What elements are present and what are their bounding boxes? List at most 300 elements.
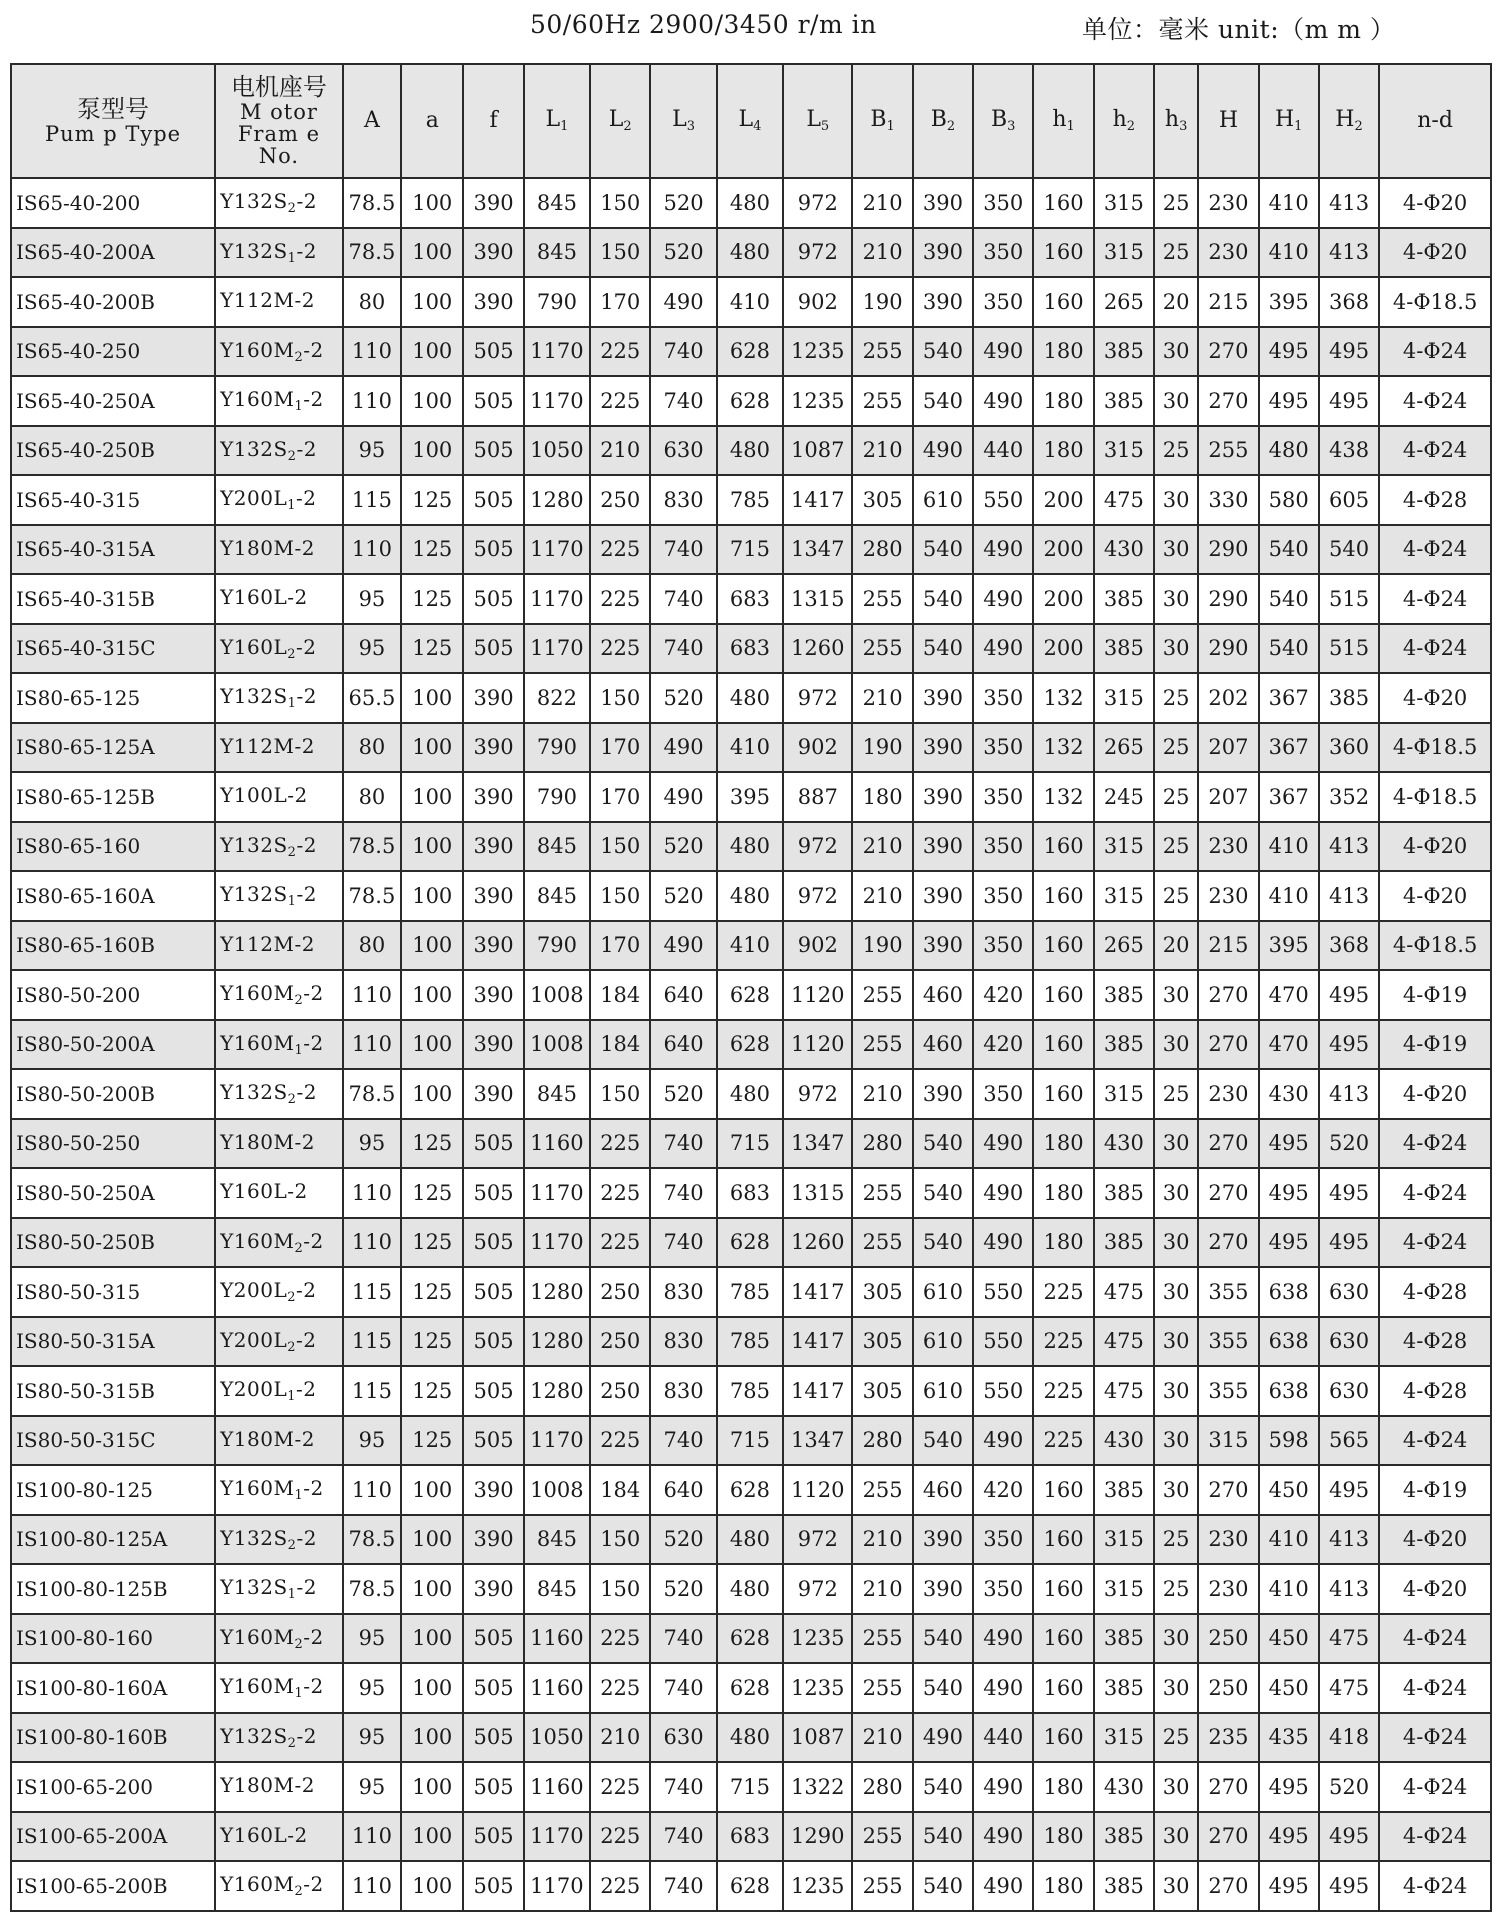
cell-l5: 1322	[783, 1762, 852, 1812]
cell-l3: 640	[650, 970, 716, 1020]
cell-h3: 25	[1154, 822, 1198, 872]
cell-l4: 628	[717, 970, 783, 1020]
cell-f: 505	[463, 1267, 523, 1317]
cell-h3: 30	[1154, 1416, 1198, 1466]
cell-pump-type: IS80-50-315B	[11, 1366, 215, 1416]
cell-nd: 4-Φ24	[1379, 376, 1491, 426]
cell-f: 505	[463, 525, 523, 575]
cell-l4: 785	[717, 475, 783, 525]
cell-h1: 638	[1259, 1366, 1319, 1416]
cell-h3: 25	[1154, 1069, 1198, 1119]
cell-h: 355	[1198, 1366, 1258, 1416]
cell-h1: 160	[1033, 822, 1093, 872]
cell-l2: 150	[590, 871, 650, 921]
cell-a: 80	[343, 921, 401, 971]
cell-b2: 460	[913, 970, 973, 1020]
cell-l3: 740	[650, 574, 716, 624]
cell-motor-frame: $Y160M_2-2$	[215, 1218, 343, 1268]
col-pump-type: 泵型号 Pum p Type	[11, 64, 215, 178]
cell-b3: 420	[973, 970, 1033, 1020]
cell-motor-frame: $Y200L_1-2$	[215, 1366, 343, 1416]
cell-nd: 4-Φ20	[1379, 1069, 1491, 1119]
cell-b3: 490	[973, 327, 1033, 377]
cell-h2: 495	[1319, 376, 1379, 426]
cell-l2: 225	[590, 1218, 650, 1268]
cell-nd: 4-Φ20	[1379, 822, 1491, 872]
cell-pump-type: IS65-40-200B	[11, 277, 215, 327]
cell-f: 505	[463, 1366, 523, 1416]
cell-nd: 4-Φ24	[1379, 1663, 1491, 1713]
cell-h1: 160	[1033, 1614, 1093, 1664]
cell-h2: 565	[1319, 1416, 1379, 1466]
cell-motor-frame: $Y160L_2-2$	[215, 624, 343, 674]
cell-l2: 225	[590, 1762, 650, 1812]
cell-f: 390	[463, 970, 523, 1020]
cell-pump-type: IS65-40-200A	[11, 228, 215, 278]
table-row	[11, 673, 1491, 723]
cell-b1: 190	[852, 921, 912, 971]
cell-h2: 605	[1319, 475, 1379, 525]
cell-h1: 495	[1259, 1218, 1319, 1268]
cell-f: 390	[463, 1465, 523, 1515]
cell-h3: 30	[1154, 475, 1198, 525]
cell-f: 505	[463, 624, 523, 674]
cell-l3: 490	[650, 772, 716, 822]
cell-h1: 180	[1033, 376, 1093, 426]
col-B2: $B_2$	[913, 64, 973, 178]
cell-h2: 430	[1094, 1119, 1154, 1169]
cell-f: 390	[463, 277, 523, 327]
cell-b3: 440	[973, 1713, 1033, 1763]
cell-l4: 480	[717, 673, 783, 723]
cell-b1: 305	[852, 1267, 912, 1317]
table-row	[11, 178, 1491, 228]
cell-l3: 520	[650, 1564, 716, 1614]
cell-a: 95	[343, 624, 401, 674]
cell-b1: 180	[852, 772, 912, 822]
cell-h1: 160	[1033, 178, 1093, 228]
cell-h: 270	[1198, 970, 1258, 1020]
cell-l1: 1170	[524, 327, 590, 377]
cell-nd: 4-Φ28	[1379, 1317, 1491, 1367]
cell-h: 230	[1198, 1069, 1258, 1119]
cell-l4: 785	[717, 1317, 783, 1367]
cell-a: 78.5	[343, 871, 401, 921]
cell-l3: 740	[650, 327, 716, 377]
cell-b2: 490	[913, 1713, 973, 1763]
cell-a: 125	[401, 525, 463, 575]
cell-pump-type: IS80-50-315A	[11, 1317, 215, 1367]
cell-l5: 902	[783, 921, 852, 971]
cell-h2: 540	[1319, 525, 1379, 575]
cell-pump-type: IS80-50-200A	[11, 1020, 215, 1070]
cell-l2: 250	[590, 1317, 650, 1367]
col-B1: $B_1$	[852, 64, 912, 178]
cell-h: 235	[1198, 1713, 1258, 1763]
cell-b3: 350	[973, 822, 1033, 872]
cell-h3: 30	[1154, 1020, 1198, 1070]
cell-h2: 245	[1094, 772, 1154, 822]
cell-h1: 180	[1033, 1812, 1093, 1862]
cell-motor-frame: $Y160M_2-2$	[215, 970, 343, 1020]
cell-h2: 315	[1094, 871, 1154, 921]
cell-l3: 830	[650, 1317, 716, 1367]
cell-l5: 1235	[783, 327, 852, 377]
cell-f: 505	[463, 1861, 523, 1911]
cell-a: 115	[343, 1267, 401, 1317]
cell-l3: 740	[650, 624, 716, 674]
cell-h2: 413	[1319, 871, 1379, 921]
cell-a: 100	[401, 1465, 463, 1515]
cell-l3: 740	[650, 1119, 716, 1169]
cell-b3: 490	[973, 574, 1033, 624]
cell-b1: 280	[852, 525, 912, 575]
cell-l5: 1235	[783, 1663, 852, 1713]
cell-nd: 4-Φ24	[1379, 1713, 1491, 1763]
cell-a: 110	[343, 525, 401, 575]
table-row	[11, 970, 1491, 1020]
cell-l2: 225	[590, 624, 650, 674]
cell-h2: 315	[1094, 673, 1154, 723]
cell-h1: 367	[1259, 673, 1319, 723]
cell-h3: 25	[1154, 1713, 1198, 1763]
table-row	[11, 1317, 1491, 1367]
cell-b1: 255	[852, 1861, 912, 1911]
cell-l4: 628	[717, 376, 783, 426]
cell-h3: 30	[1154, 1861, 1198, 1911]
cell-h2: 495	[1319, 970, 1379, 1020]
cell-l4: 683	[717, 624, 783, 674]
cell-l3: 490	[650, 723, 716, 773]
cell-motor-frame: Y112M-2	[215, 277, 343, 327]
cell-a: 125	[401, 574, 463, 624]
cell-a: 115	[343, 1366, 401, 1416]
cell-f: 505	[463, 1416, 523, 1466]
cell-l4: 410	[717, 723, 783, 773]
cell-h2: 385	[1094, 1020, 1154, 1070]
cell-b3: 490	[973, 1812, 1033, 1862]
cell-l4: 683	[717, 574, 783, 624]
cell-motor-frame: Y112M-2	[215, 723, 343, 773]
cell-l3: 490	[650, 921, 716, 971]
cell-h1: 132	[1033, 723, 1093, 773]
cell-h1: 225	[1033, 1366, 1093, 1416]
cell-a: 115	[343, 1317, 401, 1367]
cell-h: 270	[1198, 1762, 1258, 1812]
cell-pump-type: IS65-40-315C	[11, 624, 215, 674]
cell-h3: 30	[1154, 1168, 1198, 1218]
cell-a: 80	[343, 723, 401, 773]
cell-f: 505	[463, 1713, 523, 1763]
cell-h1: 450	[1259, 1465, 1319, 1515]
cell-pump-type: IS100-80-160A	[11, 1663, 215, 1713]
cell-a: 100	[401, 178, 463, 228]
cell-motor-frame: Y112M-2	[215, 921, 343, 971]
cell-h1: 638	[1259, 1267, 1319, 1317]
col-L2: $L_2$	[590, 64, 650, 178]
cell-nd: 4-Φ19	[1379, 1020, 1491, 1070]
cell-h3: 30	[1154, 1267, 1198, 1317]
cell-h: 330	[1198, 475, 1258, 525]
cell-h1: 180	[1033, 327, 1093, 377]
table-row	[11, 475, 1491, 525]
cell-h2: 385	[1094, 624, 1154, 674]
cell-l5: 1417	[783, 1317, 852, 1367]
col-motor-frame: 电机座号 M otor Fram e No.	[215, 64, 343, 178]
cell-h2: 352	[1319, 772, 1379, 822]
cell-nd: 4-Φ24	[1379, 327, 1491, 377]
cell-l1: 822	[524, 673, 590, 723]
cell-l5: 972	[783, 673, 852, 723]
cell-h2: 413	[1319, 822, 1379, 872]
cell-a: 125	[401, 1366, 463, 1416]
cell-l4: 395	[717, 772, 783, 822]
cell-motor-frame: Y180M-2	[215, 525, 343, 575]
cell-h1: 395	[1259, 277, 1319, 327]
cell-b3: 550	[973, 1267, 1033, 1317]
cell-l5: 1347	[783, 525, 852, 575]
cell-l4: 480	[717, 822, 783, 872]
cell-b3: 350	[973, 723, 1033, 773]
cell-h2: 430	[1094, 1762, 1154, 1812]
col-h1: $h_1$	[1033, 64, 1093, 178]
cell-motor-frame: $Y132S_2-2$	[215, 426, 343, 476]
cell-h1: 450	[1259, 1614, 1319, 1664]
cell-l3: 830	[650, 1267, 716, 1317]
cell-a: 100	[401, 772, 463, 822]
cell-h2: 438	[1319, 426, 1379, 476]
cell-b2: 540	[913, 1614, 973, 1664]
cell-b2: 540	[913, 327, 973, 377]
cell-h2: 413	[1319, 228, 1379, 278]
cell-nd: 4-Φ20	[1379, 178, 1491, 228]
cell-b2: 540	[913, 1119, 973, 1169]
cell-nd: 4-Φ20	[1379, 1515, 1491, 1565]
col-f: f	[463, 64, 523, 178]
cell-a: 100	[401, 1614, 463, 1664]
cell-l4: 480	[717, 178, 783, 228]
cell-l1: 845	[524, 228, 590, 278]
cell-h1: 160	[1033, 1564, 1093, 1614]
cell-h1: 540	[1259, 624, 1319, 674]
cell-l5: 1087	[783, 1713, 852, 1763]
cell-motor-frame: $Y132S_2-2$	[215, 1069, 343, 1119]
cell-l2: 150	[590, 228, 650, 278]
cell-b2: 460	[913, 1020, 973, 1070]
cell-l4: 683	[717, 1812, 783, 1862]
cell-h2: 265	[1094, 921, 1154, 971]
table-body	[11, 178, 1491, 1911]
cell-h2: 475	[1094, 1317, 1154, 1367]
cell-h2: 475	[1319, 1663, 1379, 1713]
cell-h1: 225	[1033, 1317, 1093, 1367]
cell-a: 100	[401, 1762, 463, 1812]
cell-a: 100	[401, 426, 463, 476]
cell-h: 230	[1198, 871, 1258, 921]
cell-motor-frame: $Y160M_1-2$	[215, 1465, 343, 1515]
cell-l5: 1417	[783, 1267, 852, 1317]
cell-h3: 25	[1154, 871, 1198, 921]
cell-l3: 630	[650, 426, 716, 476]
cell-a: 100	[401, 723, 463, 773]
cell-b3: 350	[973, 178, 1033, 228]
cell-h: 270	[1198, 1119, 1258, 1169]
cell-b2: 390	[913, 228, 973, 278]
cell-a: 100	[401, 921, 463, 971]
cell-l5: 1260	[783, 1218, 852, 1268]
cell-b3: 350	[973, 1069, 1033, 1119]
cell-l2: 225	[590, 1614, 650, 1664]
cell-l5: 972	[783, 822, 852, 872]
table-row	[11, 723, 1491, 773]
cell-h2: 385	[1094, 376, 1154, 426]
cell-l4: 628	[717, 1614, 783, 1664]
cell-l2: 225	[590, 1168, 650, 1218]
cell-a: 100	[401, 1564, 463, 1614]
cell-a: 110	[343, 1020, 401, 1070]
cell-l2: 225	[590, 1663, 650, 1713]
cell-h3: 20	[1154, 277, 1198, 327]
cell-motor-frame: $Y160M_2-2$	[215, 1614, 343, 1664]
cell-b3: 490	[973, 525, 1033, 575]
cell-l3: 520	[650, 1515, 716, 1565]
cell-l1: 1160	[524, 1762, 590, 1812]
cell-b1: 255	[852, 1812, 912, 1862]
cell-a: 95	[343, 1713, 401, 1763]
cell-nd: 4-Φ24	[1379, 574, 1491, 624]
cell-h1: 160	[1033, 1515, 1093, 1565]
cell-l2: 225	[590, 376, 650, 426]
cell-nd: 4-Φ20	[1379, 871, 1491, 921]
cell-motor-frame: $Y132S_2-2$	[215, 822, 343, 872]
cell-b2: 540	[913, 1416, 973, 1466]
cell-h2: 385	[1094, 1812, 1154, 1862]
cell-b3: 490	[973, 1119, 1033, 1169]
cell-b3: 490	[973, 1663, 1033, 1713]
cell-b3: 350	[973, 1564, 1033, 1614]
cell-h2: 413	[1319, 1564, 1379, 1614]
cell-a: 78.5	[343, 822, 401, 872]
cell-h: 355	[1198, 1317, 1258, 1367]
cell-nd: 4-Φ24	[1379, 525, 1491, 575]
cell-l4: 628	[717, 327, 783, 377]
cell-f: 390	[463, 673, 523, 723]
cell-l2: 184	[590, 970, 650, 1020]
cell-h3: 25	[1154, 723, 1198, 773]
cell-h1: 225	[1033, 1416, 1093, 1466]
cell-pump-type: IS80-65-125A	[11, 723, 215, 773]
cell-l4: 410	[717, 921, 783, 971]
cell-motor-frame: Y160L-2	[215, 1812, 343, 1862]
cell-l3: 640	[650, 1465, 716, 1515]
cell-h1: 430	[1259, 1069, 1319, 1119]
cell-h1: 160	[1033, 277, 1093, 327]
cell-l2: 250	[590, 475, 650, 525]
table-row	[11, 525, 1491, 575]
cell-nd: 4-Φ20	[1379, 1564, 1491, 1614]
cell-a: 110	[343, 1465, 401, 1515]
cell-l4: 683	[717, 1168, 783, 1218]
cell-h2: 495	[1319, 1812, 1379, 1862]
cell-h1: 495	[1259, 1762, 1319, 1812]
cell-h: 270	[1198, 1168, 1258, 1218]
table-row	[11, 1267, 1491, 1317]
cell-a: 100	[401, 228, 463, 278]
cell-a: 125	[401, 475, 463, 525]
table-row	[11, 1515, 1491, 1565]
cell-motor-frame: $Y132S_2-2$	[215, 1515, 343, 1565]
cell-l5: 1260	[783, 624, 852, 674]
cell-b1: 190	[852, 723, 912, 773]
cell-f: 390	[463, 772, 523, 822]
cell-b3: 420	[973, 1465, 1033, 1515]
cell-b3: 350	[973, 871, 1033, 921]
cell-f: 505	[463, 376, 523, 426]
cell-l1: 1170	[524, 1416, 590, 1466]
cell-b1: 210	[852, 673, 912, 723]
cell-h1: 200	[1033, 624, 1093, 674]
cell-l3: 740	[650, 1861, 716, 1911]
cell-h1: 160	[1033, 921, 1093, 971]
cell-l1: 1170	[524, 574, 590, 624]
cell-h1: 200	[1033, 574, 1093, 624]
cell-a: 100	[401, 1663, 463, 1713]
cell-l4: 480	[717, 228, 783, 278]
table-row	[11, 1416, 1491, 1466]
cell-h2: 413	[1319, 178, 1379, 228]
cell-b3: 490	[973, 1168, 1033, 1218]
cell-nd: 4-Φ18.5	[1379, 723, 1491, 773]
cell-h2: 495	[1319, 1218, 1379, 1268]
cell-motor-frame: Y100L-2	[215, 772, 343, 822]
col-h2: $h_2$	[1094, 64, 1154, 178]
col-L5: $L_5$	[783, 64, 852, 178]
cell-pump-type: IS80-50-200	[11, 970, 215, 1020]
cell-l2: 170	[590, 921, 650, 971]
cell-h1: 580	[1259, 475, 1319, 525]
cell-a: 80	[343, 772, 401, 822]
cell-l2: 225	[590, 525, 650, 575]
cell-b2: 540	[913, 525, 973, 575]
cell-l3: 740	[650, 376, 716, 426]
cell-motor-frame: $Y132S_2-2$	[215, 1713, 343, 1763]
cell-h1: 180	[1033, 426, 1093, 476]
cell-b1: 255	[852, 1614, 912, 1664]
cell-pump-type: IS100-80-125B	[11, 1564, 215, 1614]
cell-pump-type: IS65-40-315B	[11, 574, 215, 624]
cell-pump-type: IS100-80-160B	[11, 1713, 215, 1763]
cell-h1: 435	[1259, 1713, 1319, 1763]
cell-b3: 490	[973, 376, 1033, 426]
table-row	[11, 1564, 1491, 1614]
cell-motor-frame: $Y132S_2-2$	[215, 178, 343, 228]
cell-l1: 1050	[524, 1713, 590, 1763]
cell-h1: 638	[1259, 1317, 1319, 1367]
cell-l4: 785	[717, 1366, 783, 1416]
cell-nd: 4-Φ24	[1379, 1218, 1491, 1268]
cell-l5: 1315	[783, 1168, 852, 1218]
cell-h1: 160	[1033, 1713, 1093, 1763]
cell-b1: 190	[852, 277, 912, 327]
cell-l4: 480	[717, 1515, 783, 1565]
cell-pump-type: IS80-50-315C	[11, 1416, 215, 1466]
cell-l1: 790	[524, 772, 590, 822]
cell-pump-type: IS65-40-200	[11, 178, 215, 228]
cell-b2: 540	[913, 624, 973, 674]
cell-l2: 170	[590, 772, 650, 822]
cell-a: 110	[343, 376, 401, 426]
cell-a: 100	[401, 673, 463, 723]
